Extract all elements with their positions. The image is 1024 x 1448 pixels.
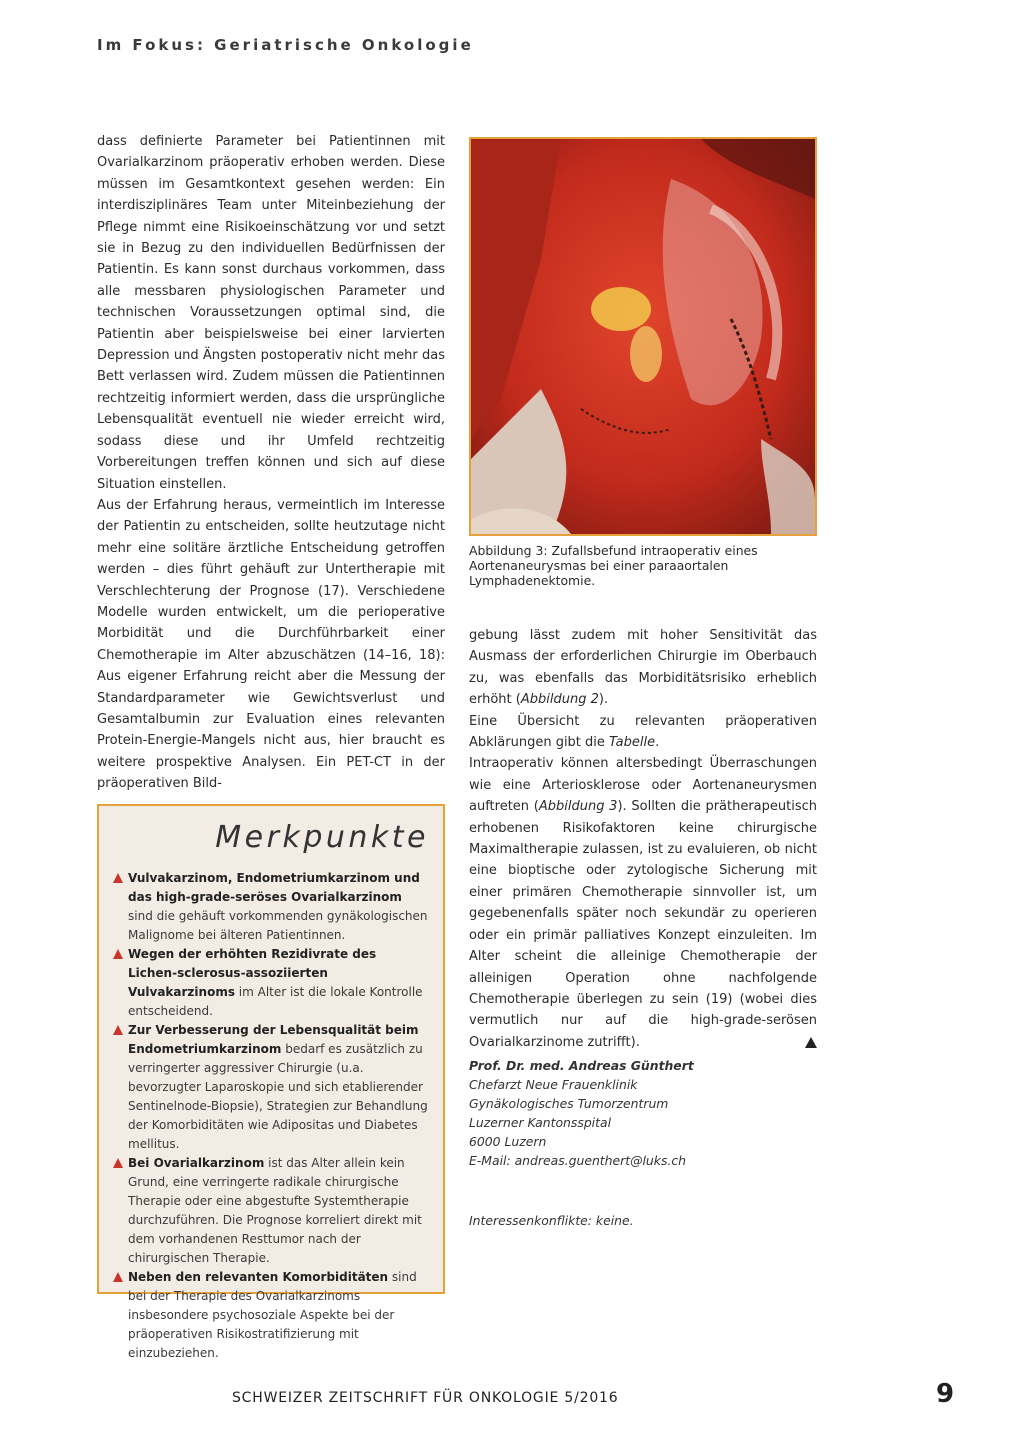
key-point-item: Zur Verbesserung der Lebensqualität beim Endometriumkarzinom bedarf es zusätzlich zu verringerter aggressiver Chirurgie (u.a. bevorzugter Laparoskopie und sich etablierender Sentinelnode-Biopsie), Strategien zur Behandlung der Komorbiditäten wie Adipositas und Diabetes mellitus. xyxy=(113,1021,429,1154)
surgical-photo-figure xyxy=(469,137,817,536)
triangle-bullet-icon xyxy=(113,1158,123,1168)
author-affiliation-line: Chefarzt Neue Frauenklinik xyxy=(469,1077,638,1092)
conflict-of-interest-note: Interessenkonflikte: keine. xyxy=(469,1213,634,1228)
figure-reference: Abbildung 3 xyxy=(538,799,618,815)
table-reference: Tabelle xyxy=(609,735,656,751)
author-name: Prof. Dr. med. Andreas Günthert xyxy=(469,1058,694,1073)
author-block xyxy=(469,1056,817,1170)
page-number: 9 xyxy=(936,1379,955,1409)
key-points-list xyxy=(113,869,429,1363)
key-point-item: Bei Ovarialkarzinom ist das Alter allein kein Grund, eine verringerte radikale chirurgische Therapie oder eine abgestufte Systemtherapie durchzuführen. Die Prognose korreliert direkt mit dem vorhandenen Resttumor nach der chirurgischen Therapie. xyxy=(113,1154,429,1268)
body-paragraph: Eine Übersicht zu relevanten präoperativen Abklärungen gibt die Tabelle. xyxy=(469,713,817,751)
triangle-bullet-icon xyxy=(113,1272,123,1282)
key-points-box xyxy=(97,804,445,1360)
author-affiliation-line: Gynäkologisches Tumorzentrum xyxy=(469,1096,669,1111)
body-paragraph: Aus der Erfahrung heraus, vermeintlich im Interesse der Patientin zu entscheiden, sollte heutzutage nicht mehr eine solitäre ärztliche Entscheidung getroffen werden – dies führt gehäuft zur Untertherapie mit Verschlechterung der Prognose (17). Verschiedene Modelle wurden entwickelt, um die perioperative Morbidität und die Durchführbarkeit einer Chemotherapie im Alter abzuschätzen (14–16, 18): Aus eigener Erfahrung reicht aber die Messung der Standardparameter wie Gewichtsverlust und Gesamtalbumin zur Evaluation eines relevanten Protein-Energie-Mangels nicht aus, hier braucht es weitere prospektive Analysen. Ein PET-CT in der präoperativen Bild- xyxy=(97,497,445,792)
right-column xyxy=(469,625,817,1053)
author-affiliation-line: 6000 Luzern xyxy=(469,1134,547,1149)
end-of-article-triangle-icon xyxy=(805,1037,817,1048)
surgical-photo-illustration xyxy=(471,139,815,534)
key-point-item: Neben den relevanten Komorbiditäten sind bei der Therapie des Ovarialkarzinoms insbesondere psychosoziale Aspekte bei der präoperativen Risikostratifizierung mit einzubeziehen. xyxy=(113,1268,429,1363)
footer-journal-title: SCHWEIZER ZEITSCHRIFT FÜR ONKOLOGIE 5/2016 xyxy=(232,1390,619,1406)
figure-reference: Abbildung 2 xyxy=(520,692,599,708)
author-email: E-Mail: andreas.guenthert@luks.ch xyxy=(469,1153,686,1168)
body-paragraph: dass definierte Parameter bei Patientinnen mit Ovarialkarzinom präoperativ erhoben werden. Diese müssen im Gesamtkontext gesehen werden: Ein interdisziplinäres Team unter Miteinbeziehung der Pflege nimmt eine Risikoeinschätzung vor und setzt sie in Bezug zu den individuellen Bedürfnissen der Patientin. Es kann sonst durchaus vorkommen, dass alle messbaren physiologischen Parameter und technischen Voraussetzungen optimal sind, die Patientin aber beispielsweise bei einer larvierten Depression und Ängsten postoperativ nicht mehr das Bett verlassen wird. Zudem müssen die Patientinnen rechtzeitig informiert werden, dass die ursprüngliche Lebensqualität eventuell nie wieder erreicht wird, sodass diese und ihr Umfeld rechtzeitig Vorbereitungen treffen können und sich auf diese Situation einstellen. xyxy=(97,134,445,492)
body-paragraph: Intraoperativ können altersbedingt Überraschungen wie eine Arteriosklerose oder Aortenaneurysmen auftreten (Abbildung 3). Sollten die prätherapeutisch erhobenen Risikofaktoren keine chirurgische Maximaltherapie zulassen, ist zu evaluieren, ob nicht eine bioptische oder zytologische Sicherung mit einer primären Chemotherapie sinnvoller ist, um gegebenenfalls später noch sekundär zu operieren oder ein primär palliatives Konzept einzuleiten. Im Alter scheint die alleinige Chemotherapie der alleinigen Operation ohne nachfolgende Chemotherapie überlegen zu sein (19) (wobei dies vermutlich nur auf die high-grade-serösen Ovarialkarzinome zutrifft). xyxy=(469,756,818,1050)
figure-caption: Abbildung 3: Zufallsbefund intraoperativ eines Aortenaneurysmas bei einer paraaortalen Lymphadenektomie. xyxy=(469,543,758,588)
left-column xyxy=(97,131,445,795)
body-paragraph: gebung lässt zudem mit hoher Sensitivität das Ausmass der erforderlichen Chirurgie im Oberbauch zu, was ebenfalls das Morbiditätsrisiko erheblich erhöht (Abbildung 2). xyxy=(469,628,817,708)
author-affiliation-line: Luzerner Kantonsspital xyxy=(469,1115,612,1130)
triangle-bullet-icon xyxy=(113,949,123,959)
triangle-bullet-icon xyxy=(113,873,123,883)
running-head: Im Fokus: Geriatrische Onkologie xyxy=(97,36,474,54)
key-points-title: Merkpunkte xyxy=(215,820,429,855)
key-point-item: Wegen der erhöhten Rezidivrate des Lichen-sclerosus-assoziierten Vulvakarzinoms im Alter ist die lokale Kontrolle entscheidend. xyxy=(113,945,429,1021)
key-point-item: Vulvakarzinom, Endometriumkarzinom und das high-grade-seröses Ovarialkarzinom sind die gehäuft vorkommenden gynäkologischen Malignome bei älteren Patientinnen. xyxy=(113,869,429,945)
triangle-bullet-icon xyxy=(113,1025,123,1035)
